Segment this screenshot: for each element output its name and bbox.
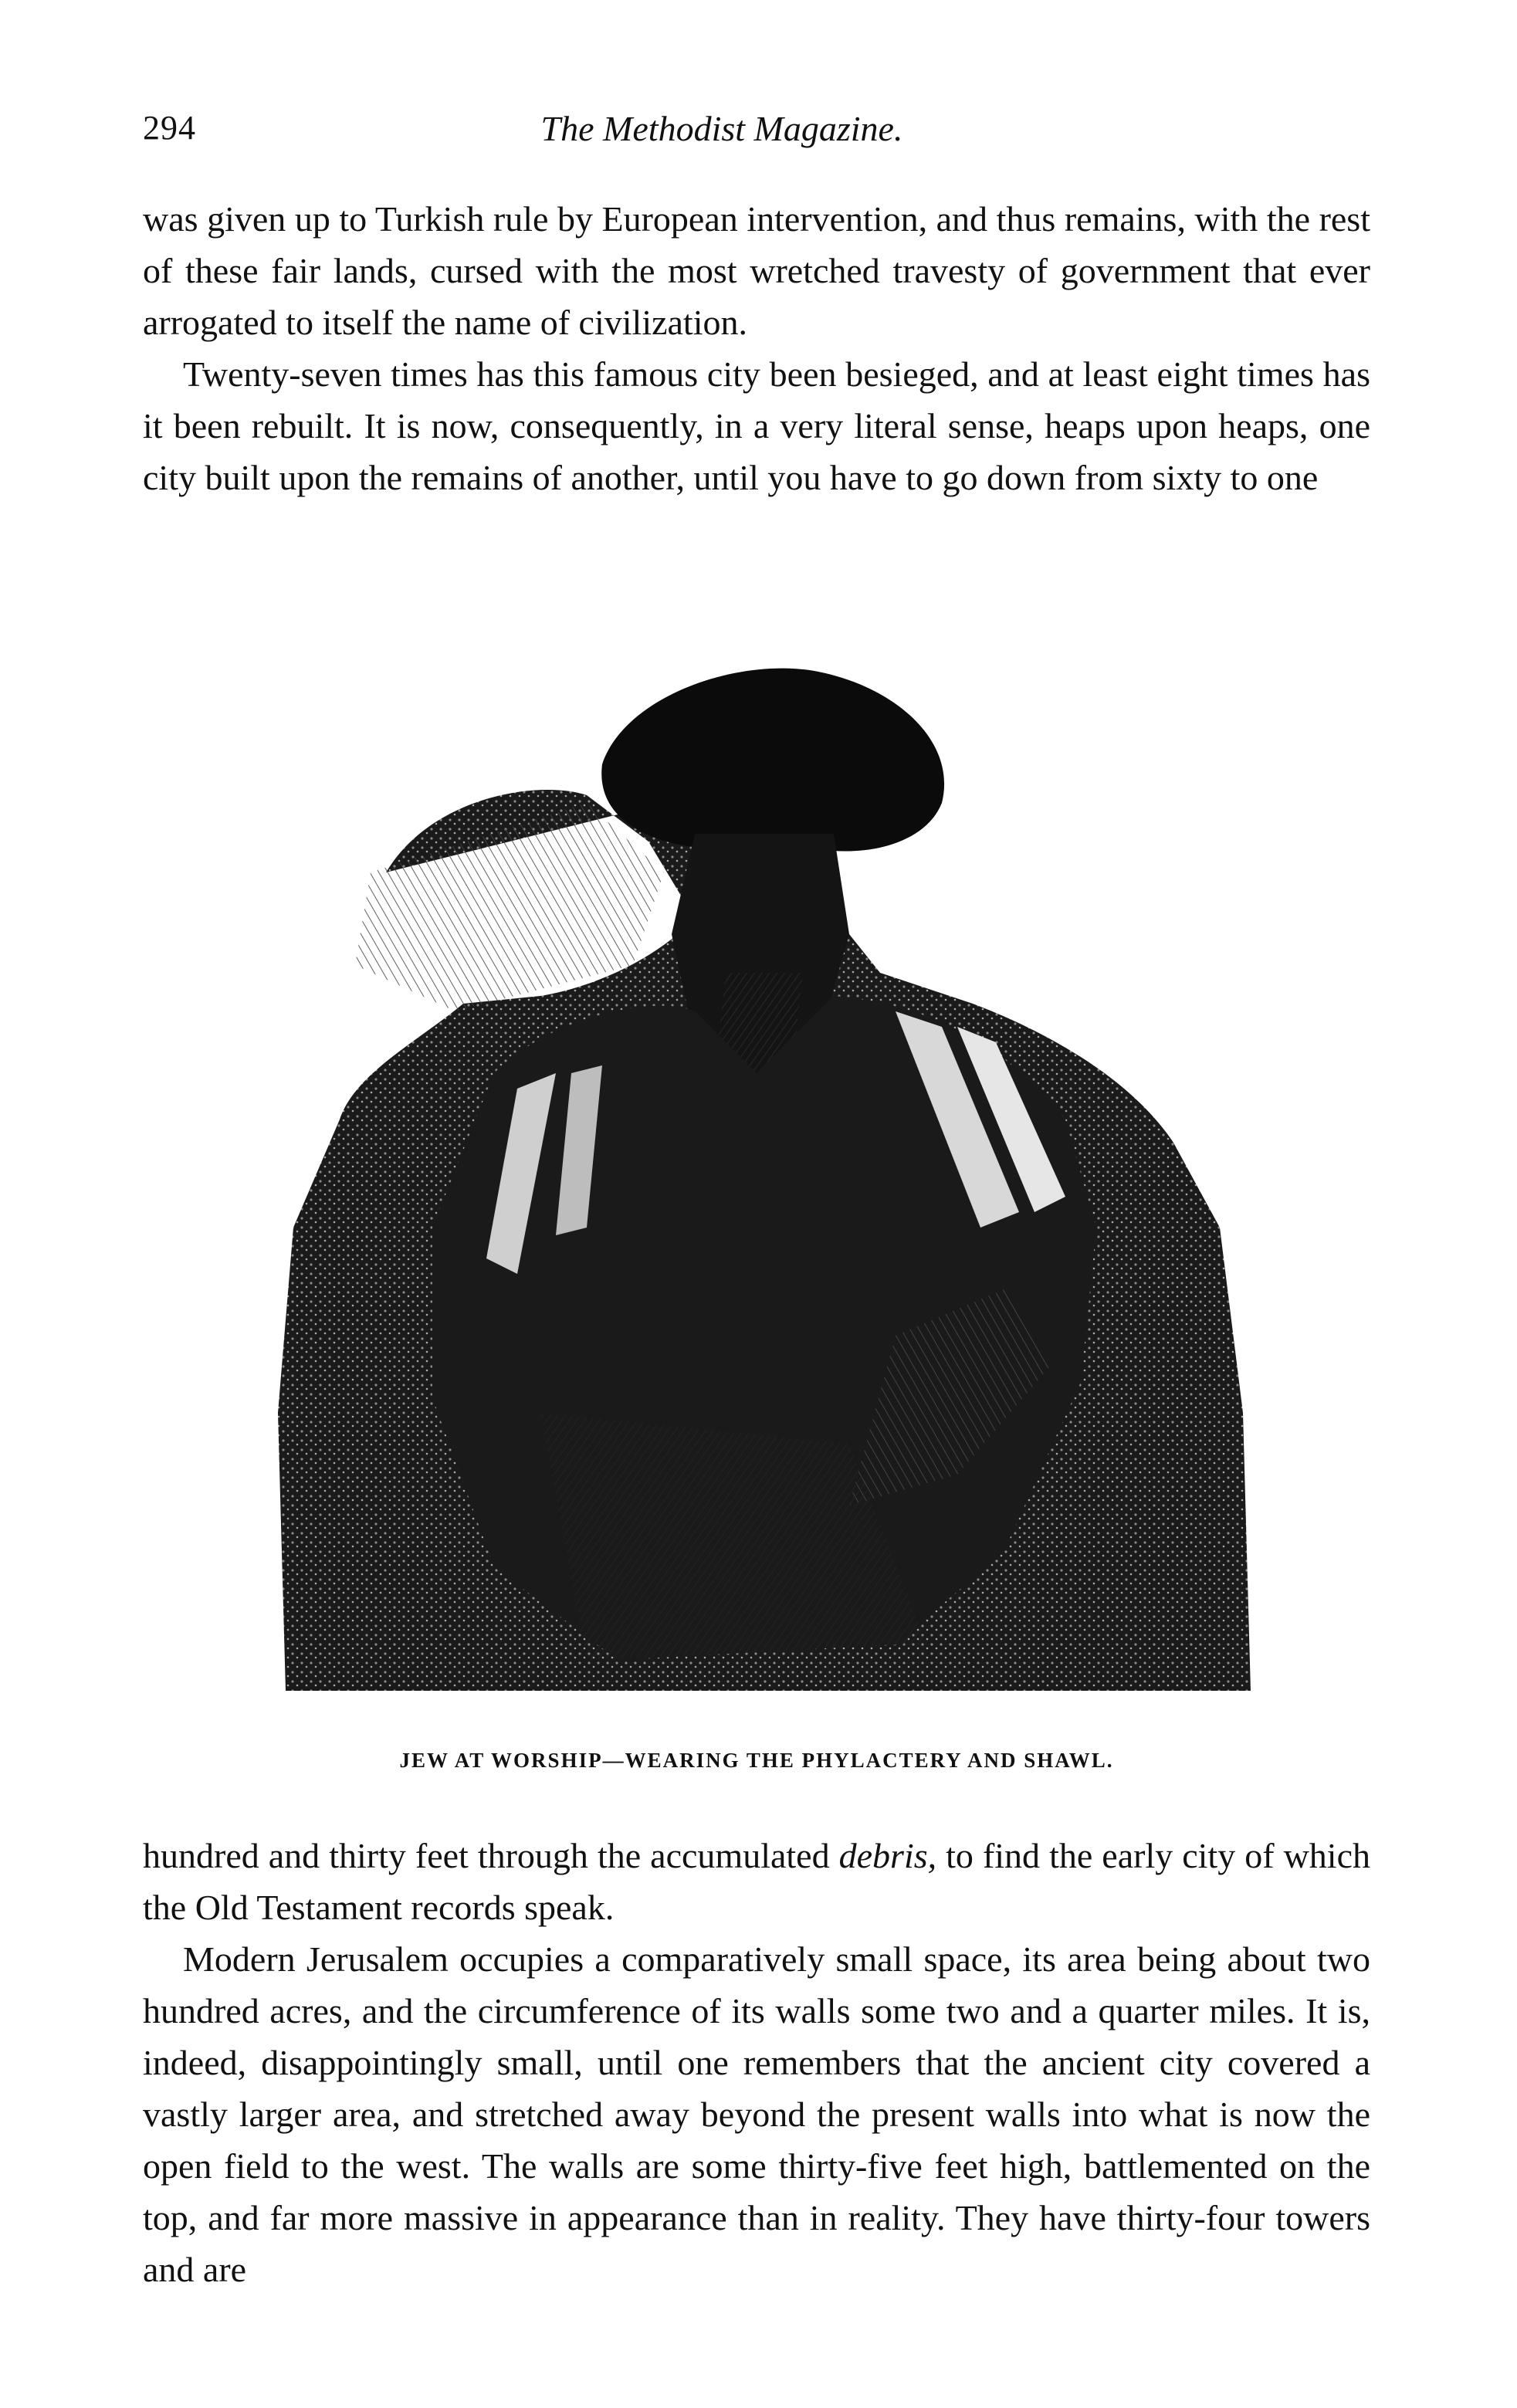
figure-caption: JEW AT WORSHIP—WEARING THE PHYLACTERY AND SHAWL.: [399, 1749, 1114, 1772]
text-block-bottom: [143, 1830, 1370, 2295]
text-run: hundred and thirty feet through the accumulated: [143, 1836, 839, 1875]
italic-term: debris,: [838, 1836, 937, 1875]
paragraph-continued: [143, 1830, 1370, 1933]
page-number: 294: [143, 109, 196, 147]
fur-hat: [601, 669, 944, 852]
text-block-top: [143, 193, 1370, 503]
paragraph-continued: was given up to Turkish rule by European intervention, and thus remains, with the rest of these fair lands, cursed with the most wretched travesty of government that ever arrogated to itself the name of civilization.: [143, 199, 1370, 342]
running-title: The Methodist Magazine.: [540, 109, 903, 148]
paragraph: Twenty-seven times has this famous city been besieged, and at least eight times has it been rebuilt. It is now, consequently, in a very literal sense, heaps upon heaps, one city built upon the remains of another, until you have to go down from sixty to one: [143, 354, 1370, 497]
paragraph: Modern Jerusalem occupies a comparatively small space, its area being about two hundred acres, and the circumference of its walls some two and a quarter miles. It is, indeed, disappointingly small, until one remembers that the ancient city covered a vastly larger area, and stretched away beyond the present walls into what is now the open field to the west. The walls are some thirty-five feet high, battlemented on the top, and far more massive in appearance than in reality. They have thirty-four towers and are: [143, 1939, 1370, 2289]
illustration-jew-at-worship: [262, 641, 1258, 1737]
page-header: [143, 108, 1370, 162]
text-run: to find the early city of which the Old Testament records speak.: [143, 1836, 1370, 1927]
engraving-image: [262, 641, 1258, 1737]
